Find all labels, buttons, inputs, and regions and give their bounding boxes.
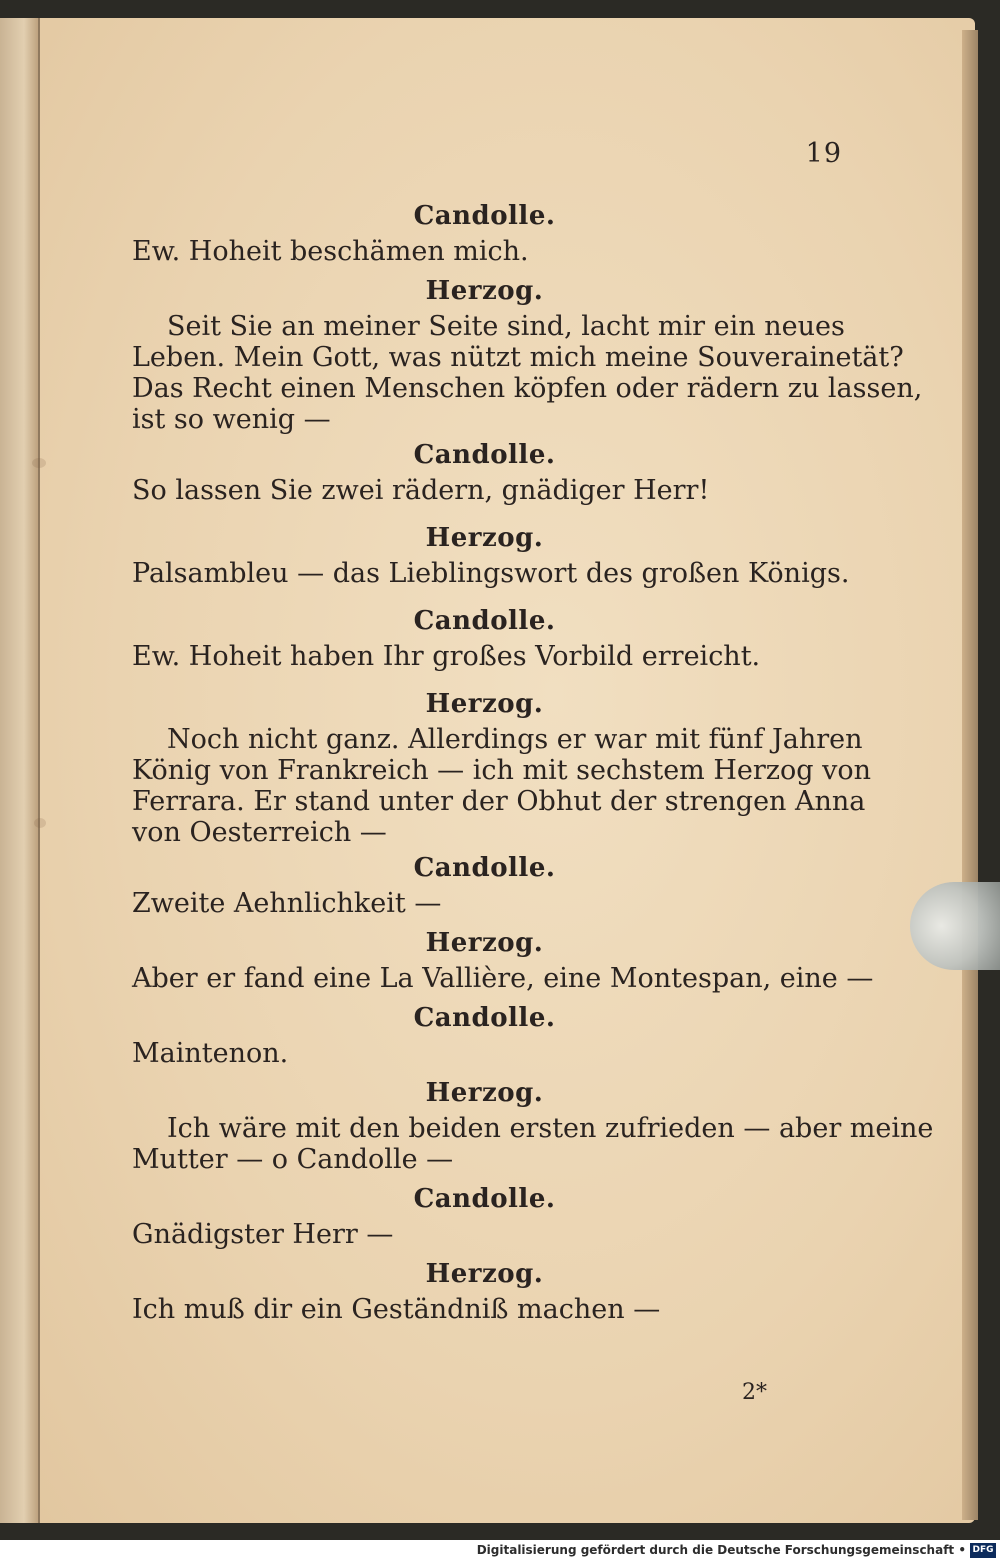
speaker-name: Candolle. (413, 1184, 556, 1214)
speaker-name: Candolle. (413, 606, 556, 636)
dialogue-line: Mutter — o Candolle — (132, 1144, 454, 1175)
dialogue-line: Noch nicht ganz. Allerdings er war mit fünf Jahren (167, 724, 863, 755)
dialogue-line: Leben. Mein Gott, was nützt mich meine Souverainetät? (132, 342, 904, 373)
dialogue-line: Zweite Aehnlichkeit — (132, 888, 442, 919)
speaker-name: Candolle. (413, 440, 556, 470)
dialogue-line: Gnädigster Herr — (132, 1219, 394, 1250)
speaker-name: Herzog. (425, 276, 544, 306)
page-stain (32, 458, 46, 468)
dialogue-line: So lassen Sie zwei rädern, gnädiger Herr! (132, 475, 710, 506)
speaker-name: Candolle. (413, 853, 556, 883)
side-tab-marker (910, 882, 1000, 970)
left-page-edge (0, 18, 40, 1523)
speaker-name: Herzog. (425, 1078, 544, 1108)
signature-mark: 2* (742, 1380, 767, 1405)
dialogue-line: Palsambleu — das Lieblingswort des großen Königs. (132, 558, 850, 589)
speaker-name: Candolle. (413, 201, 556, 231)
footer-credit: Digitalisierung gefördert durch die Deutsche Forschungsgemeinschaft • (476, 1543, 966, 1557)
dialogue-text (132, 196, 934, 1325)
speaker-name: Herzog. (425, 1259, 544, 1289)
speaker-name: Herzog. (425, 523, 544, 553)
dialogue-line: Aber er fand eine La Vallière, eine Montespan, eine — (132, 963, 874, 994)
dialogue-line: Seit Sie an meiner Seite sind, lacht mir ein neues (167, 311, 845, 342)
dialogue-line: Maintenon. (132, 1038, 289, 1069)
page-stain (34, 818, 46, 828)
dfg-logo: DFG (970, 1543, 996, 1558)
speaker-name: Herzog. (425, 928, 544, 958)
dialogue-line: Ew. Hoheit haben Ihr großes Vorbild erreicht. (132, 641, 761, 672)
footer-bar (0, 1540, 1000, 1562)
speaker-name: Herzog. (425, 689, 544, 719)
dialogue-line: von Oesterreich — (132, 817, 387, 848)
dialogue-line: ist so wenig — (132, 404, 331, 435)
dialogue-line: König von Frankreich — ich mit sechstem Herzog von (132, 755, 872, 786)
dialogue-line: Ferrara. Er stand unter der Obhut der strengen Anna (132, 786, 866, 817)
dialogue-line: Ich muß dir ein Geständniß machen — (132, 1294, 661, 1325)
dialogue-line: Das Recht einen Menschen köpfen oder rädern zu lassen, (132, 373, 923, 404)
page-number: 19 (805, 138, 842, 169)
dialogue-line: Ew. Hoheit beschämen mich. (132, 236, 529, 267)
speaker-name: Candolle. (413, 1003, 556, 1033)
page-edge (962, 30, 978, 1520)
dialogue-line: Ich wäre mit den beiden ersten zufrieden — aber meine (167, 1113, 934, 1144)
